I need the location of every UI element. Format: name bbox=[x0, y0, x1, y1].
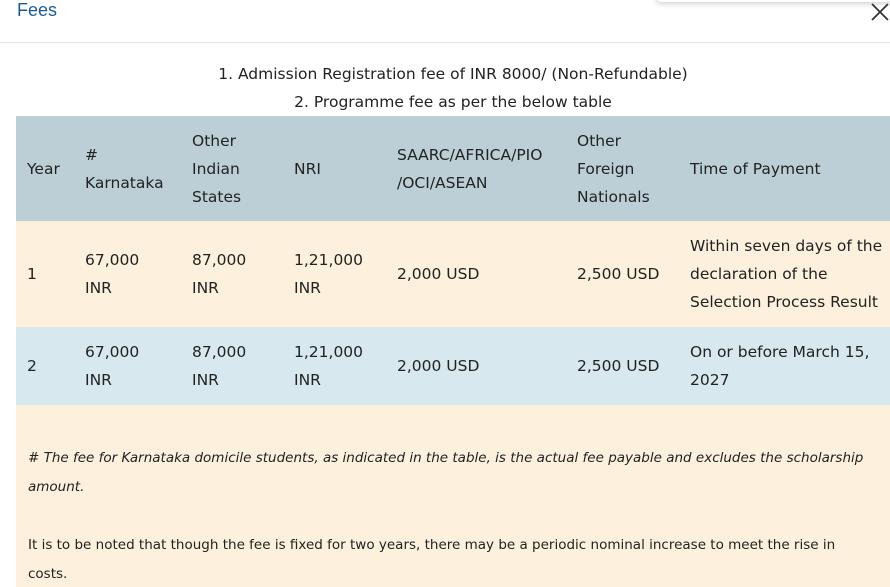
header-other-indian-line: Indian bbox=[192, 159, 240, 178]
karnataka-note bbox=[28, 444, 878, 502]
header-foreign-line: Other bbox=[577, 131, 622, 150]
header-foreign-nationals bbox=[577, 116, 690, 221]
note-line: It is to be noted that though the fee is fixed for two years, there may be a periodic nominal increase to meet the rise in bbox=[28, 537, 836, 553]
cell-line: 67,000 bbox=[85, 343, 140, 361]
header-other-indian-states bbox=[192, 116, 294, 221]
close-icon-glyph bbox=[868, 0, 890, 24]
header-other-indian-line: Other bbox=[192, 131, 237, 150]
dropdown-edge bbox=[656, 0, 890, 2]
table-header-row bbox=[16, 116, 890, 221]
cell-line: 1,21,000 bbox=[294, 343, 364, 361]
cell-saarc: 2,000 USD bbox=[397, 357, 480, 375]
cell-line: INR bbox=[192, 371, 219, 389]
cell-line: INR bbox=[294, 371, 321, 389]
cell-year: 1 bbox=[27, 265, 37, 283]
dialog-title: Fees bbox=[17, 0, 58, 20]
header-karnataka bbox=[85, 116, 192, 221]
fee-intro bbox=[0, 60, 890, 116]
cell-line: 87,000 bbox=[192, 343, 247, 361]
table-row bbox=[16, 221, 890, 327]
header-year: Year bbox=[27, 159, 60, 178]
fee-notes bbox=[16, 405, 890, 587]
cell-payment bbox=[690, 221, 890, 327]
cell-nri bbox=[294, 327, 397, 405]
cell-other-indian bbox=[192, 327, 294, 405]
intro-line-1: 1. Admission Registration fee of INR 8000/ (Non-Refundable) bbox=[218, 65, 688, 83]
cell-line: Within seven days of the bbox=[690, 237, 883, 255]
cell-line: 2027 bbox=[690, 371, 730, 389]
cell-line: 67,000 bbox=[85, 251, 140, 269]
increase-note bbox=[28, 531, 878, 587]
header-karnataka-line: Karnataka bbox=[85, 173, 164, 192]
cell-karnataka bbox=[85, 327, 192, 405]
note-line: amount. bbox=[28, 479, 85, 495]
header-other-indian-line: States bbox=[192, 187, 242, 206]
intro-line-2: 2. Programme fee as per the below table bbox=[294, 93, 612, 111]
table-row bbox=[16, 327, 890, 405]
cell-line: 87,000 bbox=[192, 251, 247, 269]
header-foreign-line: Nationals bbox=[577, 187, 650, 206]
cell-nri bbox=[294, 221, 397, 327]
header-foreign-line: Foreign bbox=[577, 159, 635, 178]
cell-line: INR bbox=[192, 279, 219, 297]
cell-foreign: 2,500 USD bbox=[577, 265, 660, 283]
dialog-header bbox=[0, 0, 890, 43]
header-saarc-line: /OCI/ASEAN bbox=[397, 173, 488, 192]
header-karnataka-line: # bbox=[85, 145, 98, 164]
cell-foreign: 2,500 USD bbox=[577, 357, 660, 375]
header-saarc bbox=[397, 116, 577, 221]
fee-table bbox=[16, 116, 890, 405]
cell-line: On or before March 15, bbox=[690, 343, 870, 361]
close-icon[interactable] bbox=[868, 0, 890, 24]
header-nri: NRI bbox=[294, 159, 321, 178]
note-line: # The fee for Karnataka domicile students, as indicated in the table, is the actual fee payable and excludes the scholarship bbox=[28, 450, 864, 466]
cell-karnataka bbox=[85, 221, 192, 327]
cell-year: 2 bbox=[27, 357, 37, 375]
cell-line: INR bbox=[294, 279, 321, 297]
cell-line: 1,21,000 bbox=[294, 251, 364, 269]
cell-other-indian bbox=[192, 221, 294, 327]
header-saarc-line: SAARC/AFRICA/PIO bbox=[397, 145, 543, 164]
cell-line: INR bbox=[85, 371, 112, 389]
header-time-of-payment: Time of Payment bbox=[690, 159, 821, 178]
cell-payment bbox=[690, 327, 890, 405]
cell-line: INR bbox=[85, 279, 112, 297]
cell-line: Selection Process Result bbox=[690, 293, 878, 311]
cell-saarc: 2,000 USD bbox=[397, 265, 480, 283]
note-line: costs. bbox=[28, 566, 68, 582]
cell-line: declaration of the bbox=[690, 265, 828, 283]
